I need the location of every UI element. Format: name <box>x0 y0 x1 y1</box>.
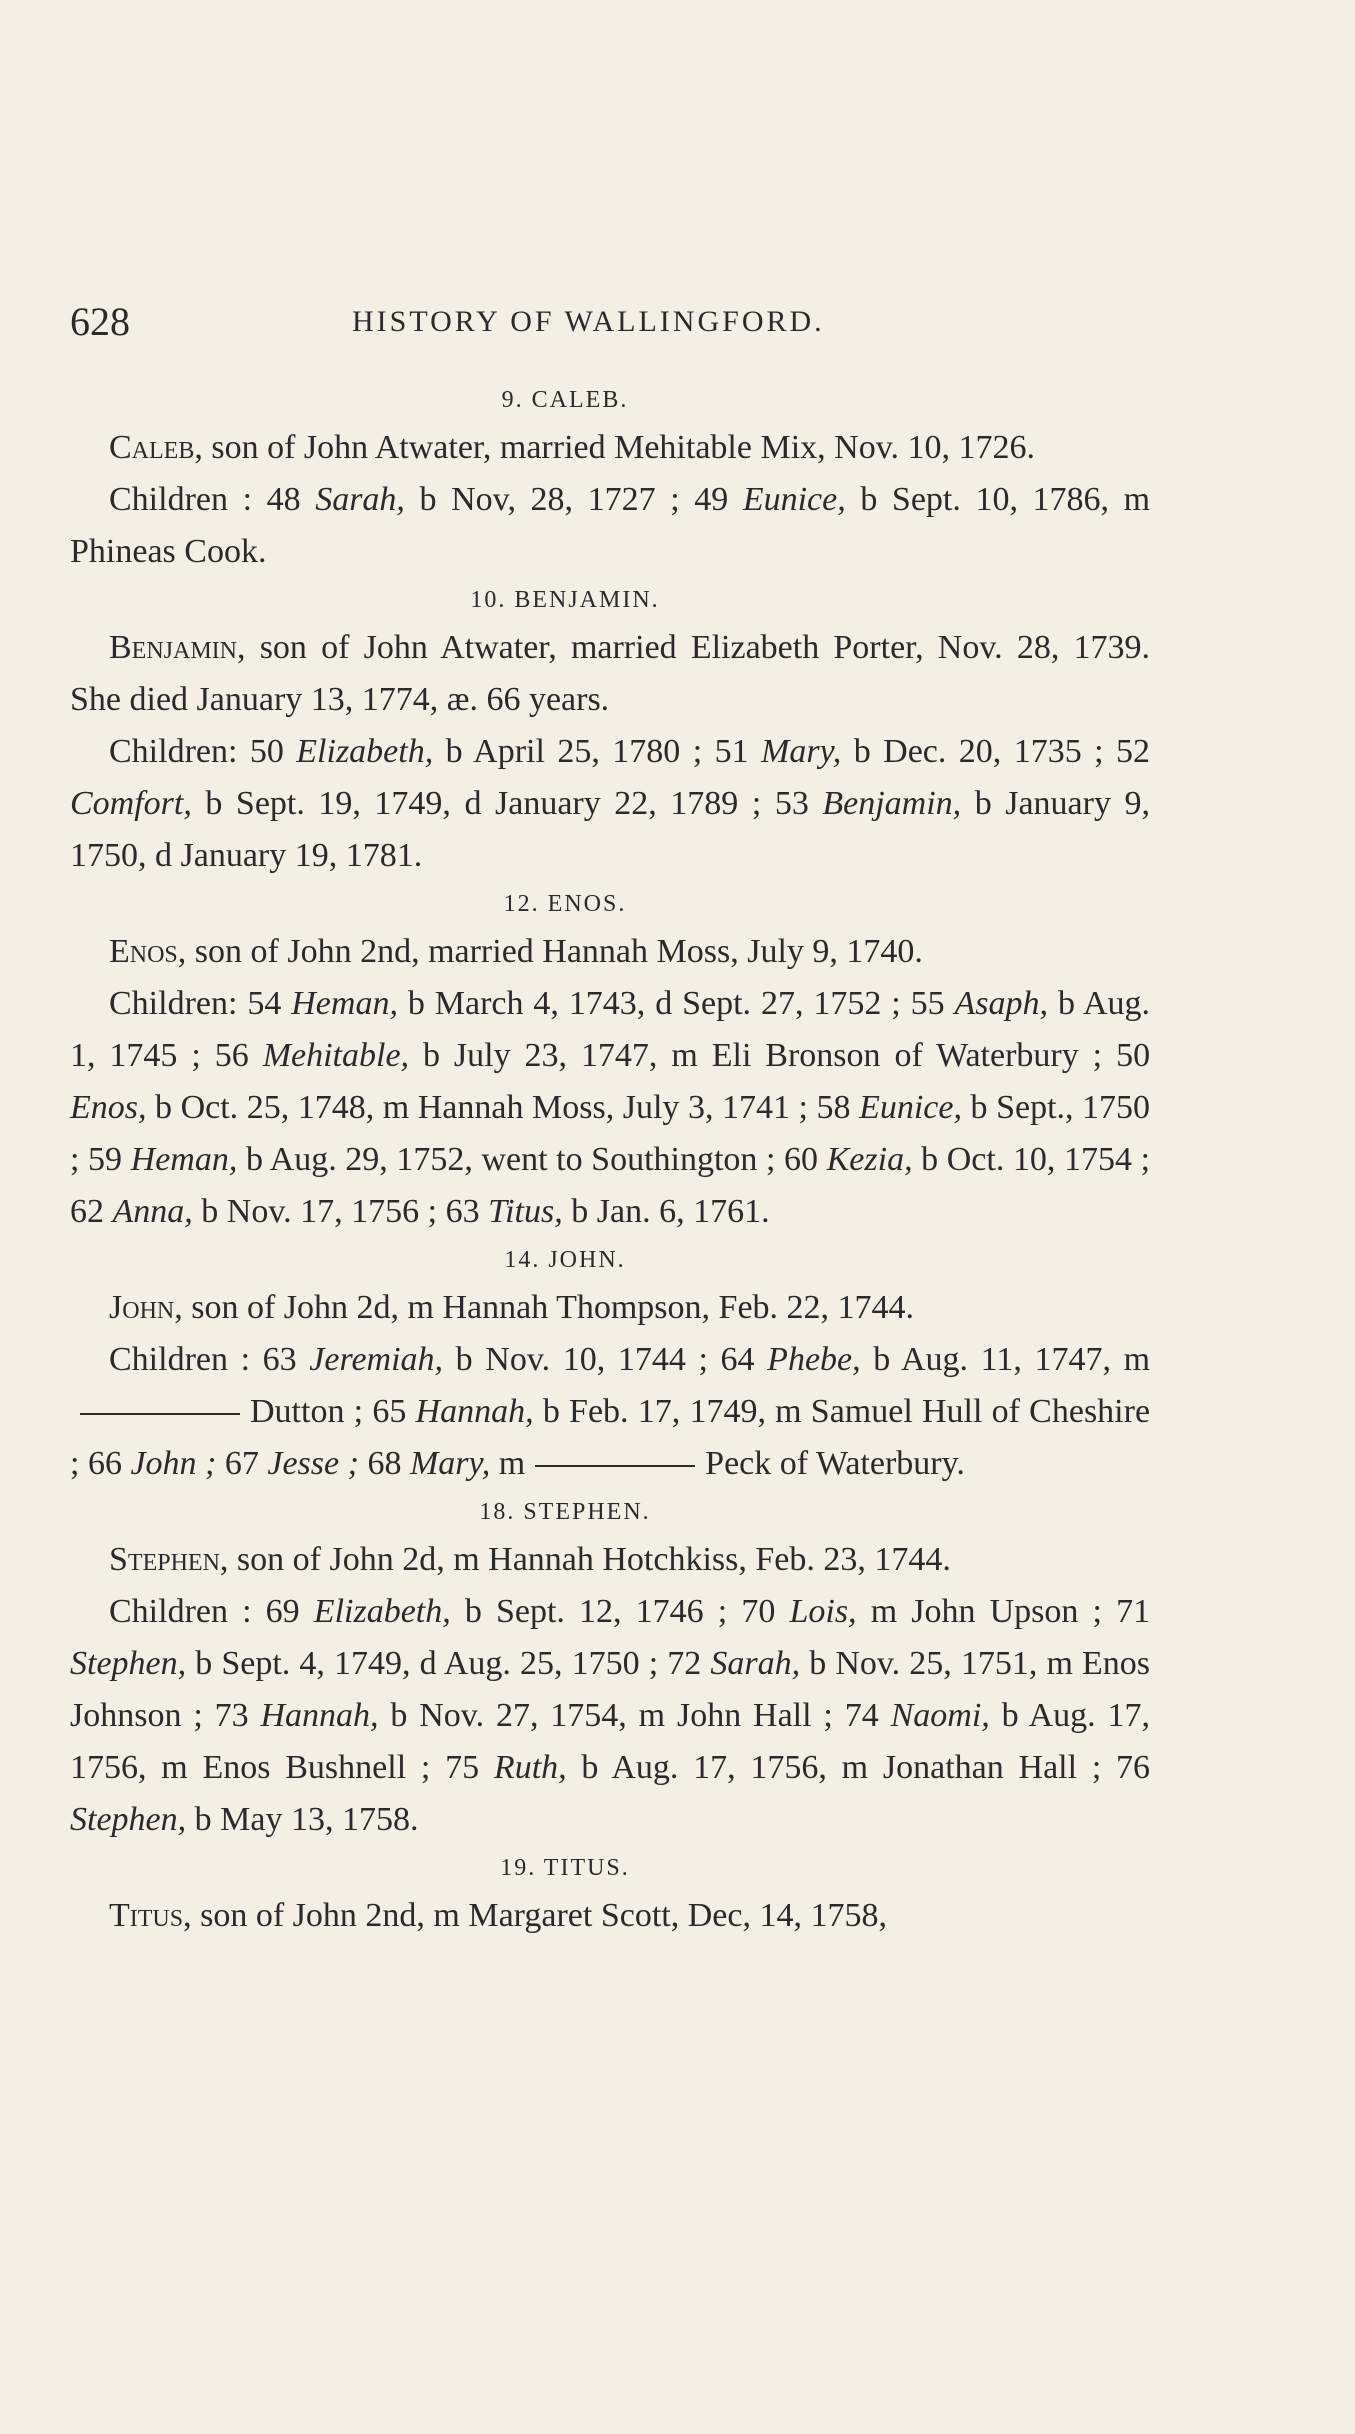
child-detail: Dutton ; <box>250 1393 364 1430</box>
record-text: , son of John 2nd, married Hannah Moss, July 9, 1740. <box>177 933 923 970</box>
child-name: Kezia, <box>826 1141 913 1178</box>
running-head <box>70 292 1150 352</box>
child-name: Comfort, <box>70 785 192 822</box>
child-name: Naomi, <box>890 1697 990 1734</box>
person-name: Stephen <box>109 1541 220 1578</box>
marriage-record <box>70 622 1150 726</box>
book-page <box>70 0 1150 2434</box>
marriage-record <box>70 422 1150 474</box>
child-name: Lois, <box>789 1593 857 1630</box>
child-name: Asaph, <box>954 985 1049 1022</box>
child-name: Mary, <box>409 1445 491 1482</box>
child-detail: b Dec. 20, 1735 ; <box>853 733 1104 770</box>
child-number: 59 <box>88 1141 123 1178</box>
child-detail: b Jan. 6, 1761. <box>571 1193 770 1230</box>
child-detail: b Sept. 10, 1786, m Phineas Cook. <box>70 481 1151 570</box>
child-number: 52 <box>1116 733 1151 770</box>
child-name: Jeremiah, <box>309 1341 444 1378</box>
child-detail: b Sept., 1750 ; <box>70 1089 1151 1178</box>
blank-name-dash <box>80 1413 240 1415</box>
child-name: Eunice, <box>859 1089 962 1126</box>
child-name: Sarah, <box>710 1645 801 1682</box>
child-detail: b January 9, 1750, d January 19, 1781. <box>70 785 1150 874</box>
child-name: Titus, <box>488 1193 563 1230</box>
children-label: Children : <box>109 1593 252 1630</box>
child-number: 72 <box>667 1645 702 1682</box>
child-number: 64 <box>720 1341 755 1378</box>
child-detail: b Aug. 1, 1745 ; <box>70 985 1151 1074</box>
child-number: 76 <box>1116 1749 1151 1786</box>
child-number: 69 <box>265 1593 300 1630</box>
family-section <box>70 882 1150 1238</box>
child-detail: b Aug. 29, 1752, went to Southington ; <box>245 1141 776 1178</box>
child-detail: m John Upson ; <box>870 1593 1102 1630</box>
child-detail: m <box>498 1445 526 1482</box>
children-list <box>70 1586 1150 1846</box>
child-detail: b May 13, 1758. <box>194 1801 419 1838</box>
child-number: 55 <box>910 985 945 1022</box>
child-name: Benjamin, <box>822 785 962 822</box>
person-name: Enos <box>109 933 178 970</box>
child-detail: b March 4, 1743, d Sept. 27, 1752 ; <box>407 985 901 1022</box>
marriage-record <box>70 1534 1150 1586</box>
child-name: Ruth, <box>493 1749 567 1786</box>
section-heading: 9. CALEB. <box>501 387 629 413</box>
child-number: 51 <box>714 733 749 770</box>
section-heading: 14. JOHN. <box>504 1247 626 1273</box>
child-detail: b Nov. 17, 1756 ; <box>201 1193 438 1230</box>
child-name: Mary, <box>761 733 842 770</box>
child-number: 66 <box>87 1445 122 1482</box>
children-label: Children: <box>109 985 238 1022</box>
child-name: Anna, <box>112 1193 193 1230</box>
children-label: Children: <box>109 733 238 770</box>
child-detail: b Sept. 4, 1749, d Aug. 25, 1750 ; <box>195 1645 659 1682</box>
children-label: Children : <box>109 481 253 518</box>
child-number: 62 <box>70 1193 104 1230</box>
running-title: HISTORY OF WALLINGFORD. <box>352 305 825 338</box>
child-detail: b Sept. 19, 1749, d January 22, 1789 ; <box>205 785 762 822</box>
child-detail: b Sept. 12, 1746 ; <box>464 1593 728 1630</box>
section-heading: 19. TITUS. <box>500 1855 630 1881</box>
family-section <box>70 378 1150 578</box>
child-name: Hannah, <box>415 1393 534 1430</box>
child-name: Phebe, <box>767 1341 861 1378</box>
child-detail: b Aug. 17, 1756, m Enos Bushnell ; <box>70 1697 1151 1786</box>
child-number: 58 <box>816 1089 851 1126</box>
child-name: Stephen, <box>70 1645 187 1682</box>
genealogy-content <box>70 378 1150 1942</box>
child-name: Heman, <box>291 985 398 1022</box>
family-section <box>70 1238 1150 1490</box>
child-number: 70 <box>741 1593 776 1630</box>
person-name: Titus <box>109 1897 184 1934</box>
child-number: 60 <box>784 1141 819 1178</box>
child-number: 67 <box>224 1445 259 1482</box>
children-list <box>70 726 1150 882</box>
child-detail: Peck of Waterbury. <box>705 1445 965 1482</box>
child-number: 53 <box>774 785 809 822</box>
child-number: 49 <box>694 481 729 518</box>
child-detail: b April 25, 1780 ; <box>445 733 703 770</box>
marriage-record <box>70 1890 1150 1942</box>
record-text: , son of John Atwater, married Mehitable Mix, Nov. 10, 1726. <box>194 429 1035 466</box>
marriage-record <box>70 926 1150 978</box>
child-name: John ; <box>130 1445 217 1482</box>
family-section <box>70 1846 1150 1942</box>
child-detail: b Nov. 27, 1754, m John Hall ; <box>390 1697 833 1734</box>
child-name: Eunice, <box>742 481 846 518</box>
child-number: 54 <box>247 985 282 1022</box>
child-number: 50 <box>249 733 284 770</box>
child-detail: b Oct. 10, 1754 ; <box>921 1141 1151 1178</box>
child-name: Hannah, <box>260 1697 379 1734</box>
child-name: Stephen, <box>70 1801 187 1838</box>
child-name: Enos, <box>70 1089 147 1126</box>
child-name: Elizabeth, <box>296 733 434 770</box>
children-list <box>70 1334 1150 1490</box>
person-name: Caleb <box>109 429 195 466</box>
person-name: Benjamin <box>109 629 238 666</box>
child-name: Elizabeth, <box>313 1593 451 1630</box>
section-heading: 12. ENOS. <box>503 891 627 917</box>
child-name: Heman, <box>130 1141 238 1178</box>
blank-name-dash <box>535 1465 695 1467</box>
child-number: 48 <box>266 481 301 518</box>
child-detail: b Aug. 11, 1747, m <box>873 1341 1151 1378</box>
child-number: 73 <box>214 1697 249 1734</box>
record-text: , son of John 2d, m Hannah Hotchkiss, Feb. 23, 1744. <box>219 1541 951 1578</box>
child-number: 56 <box>214 1037 249 1074</box>
child-detail: b Nov. 25, 1751, m Enos Johnson ; <box>70 1645 1151 1734</box>
family-section <box>70 1490 1150 1846</box>
family-section <box>70 578 1150 882</box>
child-name: Mehitable, <box>262 1037 410 1074</box>
section-heading: 10. BENJAMIN. <box>470 587 660 613</box>
section-heading: 18. STEPHEN. <box>479 1499 651 1525</box>
child-number: 75 <box>445 1749 480 1786</box>
page-number: 628 <box>70 299 130 344</box>
child-number: 65 <box>372 1393 407 1430</box>
child-name: Jesse ; <box>267 1445 359 1482</box>
record-text: , son of John Atwater, married Elizabeth Porter, Nov. 28, 1739. She died January 13, 1774, æ. 66 years. <box>70 629 1150 718</box>
child-number: 63 <box>445 1193 480 1230</box>
children-label: Children : <box>109 1341 251 1378</box>
child-number: 68 <box>367 1445 402 1482</box>
child-detail: b Aug. 17, 1756, m Jonathan Hall ; <box>581 1749 1102 1786</box>
marriage-record <box>70 1282 1150 1334</box>
record-text: , son of John 2d, m Hannah Thompson, Feb. 22, 1744. <box>174 1289 915 1326</box>
child-detail: b Feb. 17, 1749, m Samuel Hull of Cheshire ; <box>70 1393 1151 1482</box>
person-name: John <box>109 1289 175 1326</box>
record-text: , son of John 2nd, m Margaret Scott, Dec, 14, 1758, <box>183 1897 887 1934</box>
children-list <box>70 978 1150 1238</box>
children-list <box>70 474 1150 578</box>
child-detail: b July 23, 1747, m Eli Bronson of Waterbury ; <box>422 1037 1103 1074</box>
child-number: 74 <box>844 1697 879 1734</box>
child-detail: b Nov. 10, 1744 ; <box>455 1341 708 1378</box>
child-number: 63 <box>262 1341 297 1378</box>
child-name: Sarah, <box>315 481 405 518</box>
child-detail: b Oct. 25, 1748, m Hannah Moss, July 3, 1741 ; <box>155 1089 808 1126</box>
child-number: 50 <box>1116 1037 1151 1074</box>
child-detail: b Nov, 28, 1727 ; <box>419 481 680 518</box>
child-number: 71 <box>1116 1593 1151 1630</box>
